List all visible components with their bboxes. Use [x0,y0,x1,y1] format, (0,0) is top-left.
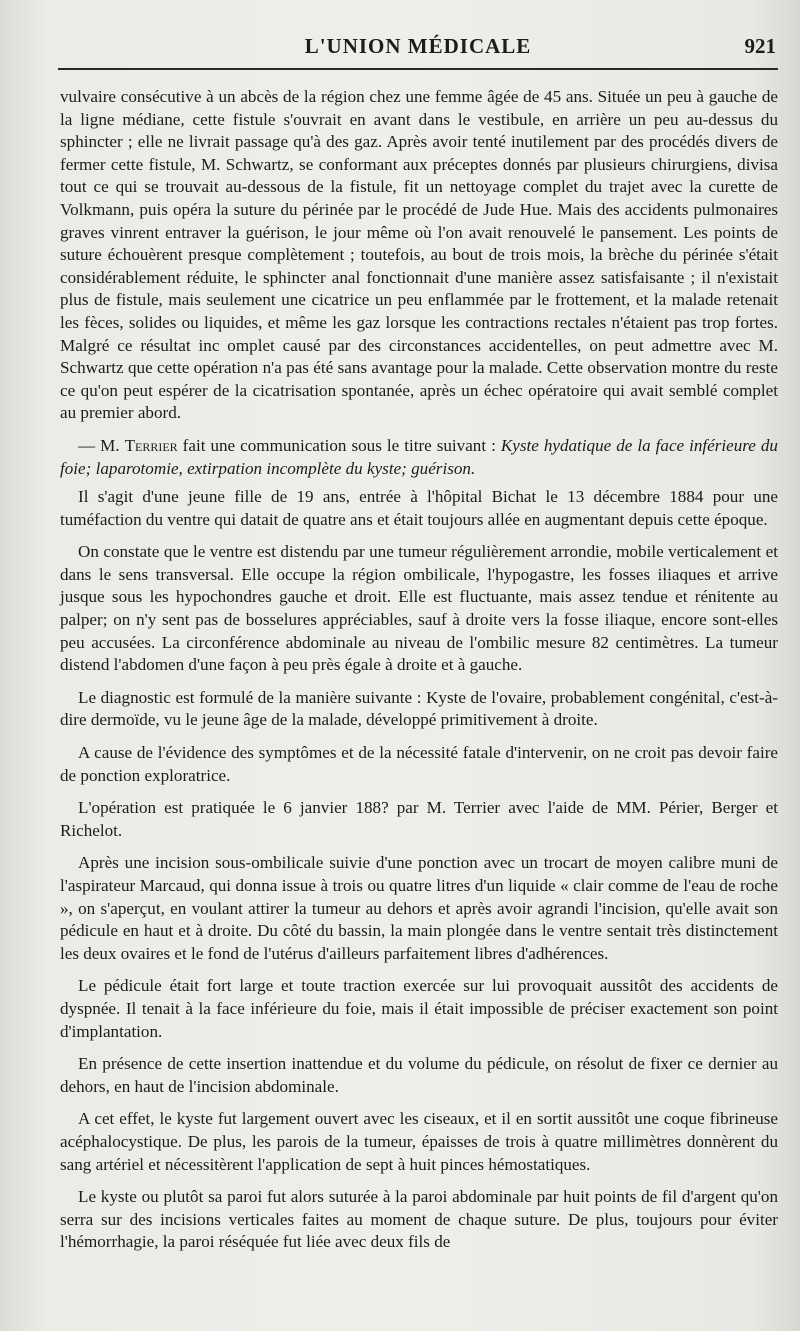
paragraph: En présence de cette insertion inattendue et du volume du pédicule, on résolut de fixer ce dernier au dehors, en haut de l'incision abdominale. [60,1054,778,1096]
paragraph: A cet effet, le kyste fut largement ouvert avec les ciseaux, et il en sortit aussitôt une coque fibrineuse acéphalocystique. De plus, les parois de la tumeur, épaisses de trois à quatre millimètres donnèrent du sang artériel et nécessitèrent l'application de sept à huit pinces hémostatiques. [60,1109,778,1174]
running-title: L'UNION MÉDICALE [304,34,532,58]
paragraph-continuation: vulvaire consécutive à un abcès de la région chez une femme âgée de 45 ans. Située un peu à gauche de la ligne médiane, cette fistule s'ouvrait en avant dans le vestibule, en arrière un peu au-dessus du sphincter ; elle ne livrait passage qu'à des gaz. Après avoir tenté inutilement par des procédés divers de fermer cette fistule, M. Schwartz, se conformant aux préceptes donnés par plusieurs chirurgiens, divisa tout ce qui se trouvait au-dessous de la fistule, fit un nettoyage complet du trajet avec la curette de Volkmann, puis opéra la suture du périnée par le procédé de Jude Hue. Mais des accidents pulmonaires graves vinrent entraver la guérison, le jour même où l'on avait renouvelé le pansement. Les points de suture échouèrent presque complètement ; toutefois, au bout de trois mois, la brèche du périnée s'était considérablement réduite, le sphincter anal fonctionnait d'une manière assez satisfaisante ; il n'existait plus de fistule, mais seulement une cicatrice un peu enflammée par le frottement, et la malade retenait les fèces, solides ou liquides, et même les gaz lorsque les contractions rectales n'étaient pas trop fortes. Malgré ce résultat inc omplet causé par des circonstances accidentelles, on peut admettre avec M. Schwartz que cette opération n'a pas été sans avantage pour la malade. Cette observation montre du reste ce qu'on peut espérer de la cicatrisation spontanée, après un échec opératoire qui avait semblé complet au premier abord. [60,87,778,423]
body-text [60,86,778,1264]
page-header [58,30,778,66]
paragraph: Le pédicule était fort large et toute traction exercée sur lui provoquait aussitôt des accidents de dyspnée. Il tenait à la face inférieure du foie, mais il était impossible de préciser exactement son point d'implantation. [60,976,778,1041]
paragraph-communication [60,435,778,480]
communication-title: Kyste hydatique de la face inférieure du foie; laparotomie, extirpation incomplète du kyste; guérison. [60,435,778,478]
paragraph: A cause de l'évidence des symptômes et de la nécessité fatale d'intervenir, on ne croit pas devoir faire de ponction exploratrice. [60,743,778,785]
paragraph: Il s'agit d'une jeune fille de 19 ans, entrée à l'hôpital Bichat le 13 décembre 1884 pour une tuméfaction du ventre qui datait de quatre ans et était toujours allée en augmentant depuis cette époque. [60,487,778,529]
communication-prefix: — M. [78,435,125,455]
paragraph: Après une incision sous-ombilicale suivie d'une ponction avec un trocart de moyen calibre muni de l'aspirateur Marcaud, qui donna issue à trois ou quatre litres d'un liquide « clair comme de l'eau de roche », on s'aperçut, en voulant attirer la tumeur au dehors et après avoir agrandi l'incision, qu'elle avait son pédicule en haut et à droite. Du côté du bassin, la main plongée dans le ventre sentait très distinctement les deux ovaires et le fond de l'utérus d'ailleurs parfaitement libres d'adhérences. [60,853,778,963]
paragraph: Le kyste ou plutôt sa paroi fut alors suturée à la paroi abdominale par huit points de fil d'argent qu'on serra sur des incisions verticales faites au moment de chaque suture. De plus, toujours pour éviter l'hémorrhagie, la paroi réséquée fut liée avec deux fils de [60,1187,778,1252]
paragraph: On constate que le ventre est distendu par une tumeur régulièrement arrondie, mobile verticalement et dans le sens transversal. Elle occupe la région ombilicale, l'hypogastre, les fosses iliaques et arrive jusque sous les hypochondres gauche et droit. Elle est fluctuante, mais assez tendue et rénitente au palper; on n'y sent pas de bosselures appréciables, sauf à droite vers la fosse iliaque, encore sont-elles peu accusées. La circonférence abdominale au niveau de l'ombilic mesure 82 centimètres. La tumeur distend l'abdomen d'une façon à peu près égale à droite et à gauche. [60,542,778,675]
paragraph: Le diagnostic est formulé de la manière suivante : Kyste de l'ovaire, probablement congénital, c'est-à-dire dermoïde, vu le jeune âge de la malade, développé primitivement à droite. [60,687,778,730]
communication-intro: fait une communication sous le titre suivant : [177,435,501,455]
paragraph: L'opération est pratiquée le 6 janvier 188? par M. Terrier avec l'aide de MM. Périer, Berger et Richelot. [60,798,778,840]
page-number: 921 [744,34,776,58]
header-rule [58,68,778,70]
author-name: Terrier [124,435,178,455]
